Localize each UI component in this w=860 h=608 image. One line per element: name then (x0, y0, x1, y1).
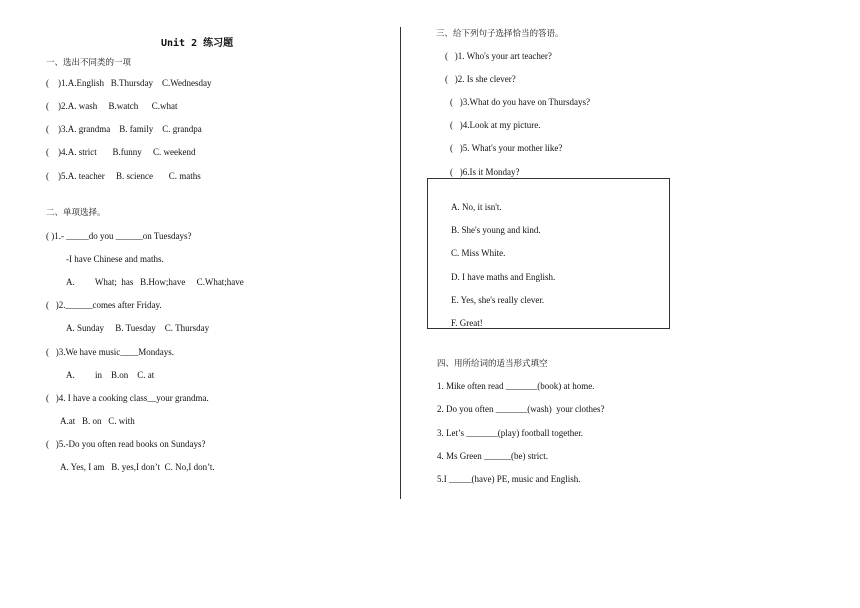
section3-question: ( )3.What do you have on Thursdays? (450, 97, 591, 107)
section2-question: ( )5.-Do you often read books on Sundays? (46, 439, 206, 449)
answer-option: A. No, it isn't. (451, 202, 502, 212)
section2-options: A. What; has B.How;have C.What;have (66, 277, 244, 287)
answer-option: F. Great! (451, 318, 483, 328)
answer-option: B. She's young and kind. (451, 225, 541, 235)
answer-option: C. Miss White. (451, 248, 506, 258)
column-divider (400, 27, 401, 499)
section2-question: ( )3.We have music____Mondays. (46, 347, 174, 357)
section3-question: ( )2. Is she clever? (445, 74, 516, 84)
page-title: Unit 2 练习题 (161, 38, 234, 49)
section2-question: ( )1.- _____do you ______on Tuesdays? (46, 231, 192, 241)
section2-line: -I have Chinese and maths. (66, 254, 164, 264)
section4-item: 1. Mike often read _______(book) at home. (437, 381, 595, 391)
section3-question: ( )5. What's your mother like? (450, 143, 563, 153)
section4-item: 5.I _____(have) PE, music and English. (437, 474, 581, 484)
section1-item: ( )4.A. strict B.funny C. weekend (46, 147, 196, 157)
section4-heading: 四、用所给词的适当形式填空 (437, 359, 548, 369)
answer-option: E. Yes, she's really clever. (451, 295, 545, 305)
section3-question: ( )6.Is it Monday? (450, 167, 520, 177)
section2-question: ( )4. I have a cooking class__your grandma. (46, 393, 209, 403)
section2-heading: 二、单项选择。 (46, 208, 106, 218)
section3-question: ( )1. Who's your art teacher? (445, 51, 552, 61)
section2-question: ( )2.______comes after Friday. (46, 300, 162, 310)
section2-options: A. in B.on C. at (66, 370, 155, 380)
section2-options: A.at B. on C. with (60, 416, 135, 426)
section1-item: ( )3.A. grandma B. family C. grandpa (46, 124, 202, 134)
section1-item: ( )5.A. teacher B. science C. maths (46, 171, 201, 181)
section4-item: 3. Let’s _______(play) football together. (437, 428, 583, 438)
section1-item: ( )1.A.English B.Thursday C.Wednesday (46, 78, 212, 88)
answer-option: D. I have maths and English. (451, 272, 556, 282)
section4-item: 2. Do you often _______(wash) your clothes? (437, 404, 605, 414)
section3-question: ( )4.Look at my picture. (450, 120, 541, 130)
section2-options: A. Yes, I am B. yes,I don’t C. No,I don’t. (60, 462, 215, 472)
section1-item: ( )2.A. wash B.watch C.what (46, 101, 178, 111)
section2-options: A. Sunday B. Tuesday C. Thursday (66, 323, 210, 333)
section1-heading: 一、选出不同类的一项 (46, 58, 132, 68)
section3-heading: 三、给下列句子选择恰当的答语。 (436, 29, 564, 39)
section4-item: 4. Ms Green ______(be) strict. (437, 451, 548, 461)
